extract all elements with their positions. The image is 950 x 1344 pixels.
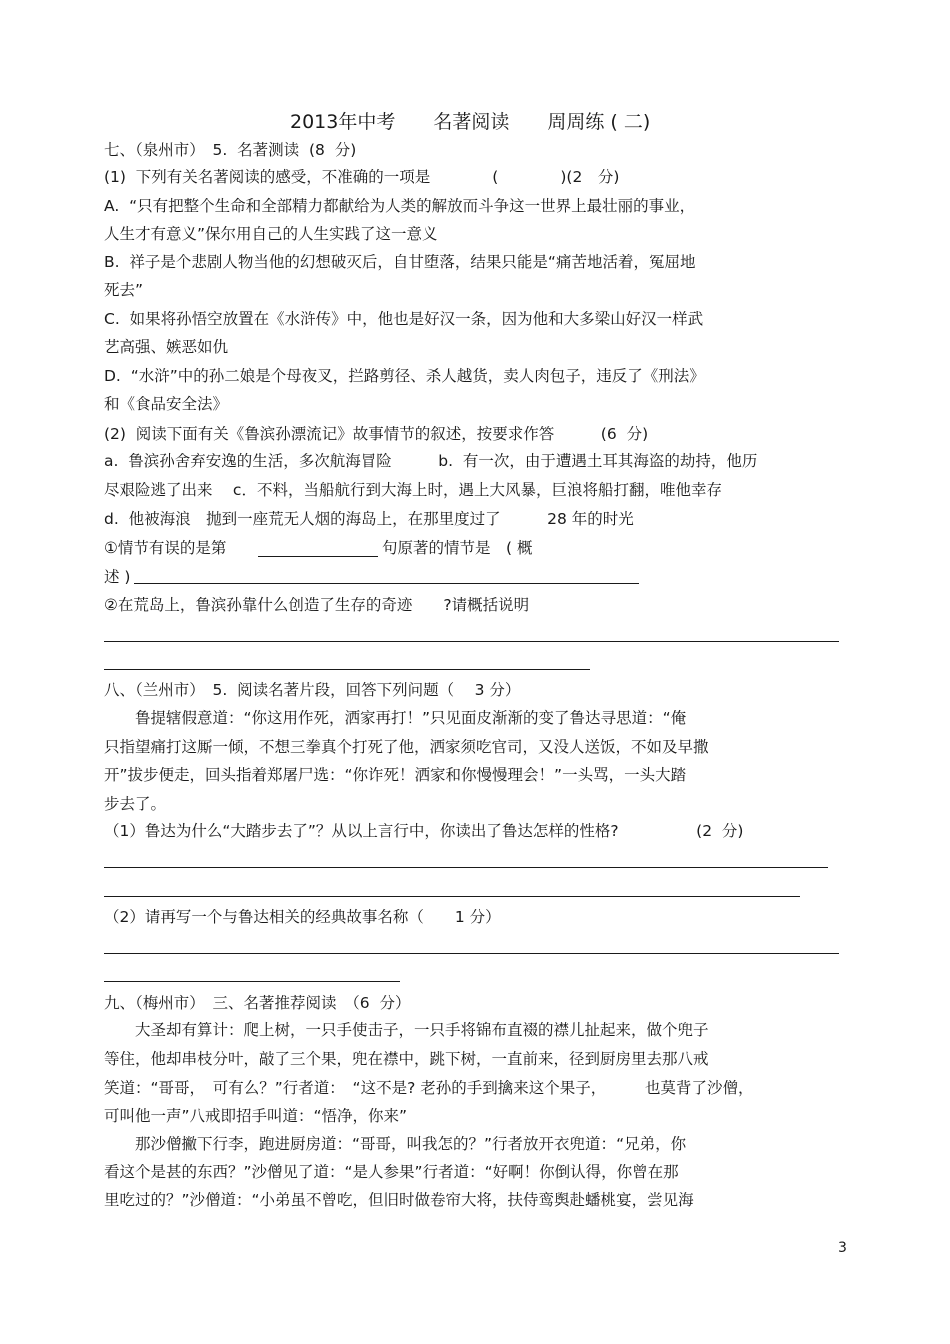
passage-line: 笑道：“哥哥， 可有么？”行者道： “这不是? 老孙的手到擒来这个果子， 也莫背了沙僧， bbox=[104, 1079, 754, 1097]
passage-line: 开”拔步便走，回头指着郑屠尸选：“你诈死！洒家和你慢慢理会！”一头骂，一头大踏 bbox=[104, 766, 687, 784]
answer-line[interactable] bbox=[134, 583, 639, 584]
plot-line2: 尽艰险逃了出来 c．不料，当船航行到大海上时，遇上大风暴，巨浪将船打翻，唯他幸存 bbox=[104, 481, 722, 499]
passage-line: 看这个是甚的东西？”沙僧见了道：“是人参果”行者道：“好啊！你倒认得，你曾在那 bbox=[104, 1163, 679, 1181]
passage-line: 里吃过的？”沙僧道：“小弟虽不曾吃，但旧时做卷帘大将，扶侍鸾舆赴蟠桃宴，尝见海 bbox=[104, 1191, 694, 1209]
section8-heading: 八、（兰州市） 5. 阅读名著片段，回答下列问题（ 3 分） bbox=[104, 681, 521, 699]
sub-question-1-continued: 句原著的情节是 ( 概 bbox=[382, 539, 533, 557]
page-title: 2013年中考 名著阅读 周周练 ( 二) bbox=[290, 111, 651, 133]
passage-line: 大圣却有算计：爬上树，一只手使击子，一只手将锦布直裰的襟儿扯起来，做个兜子 bbox=[104, 1021, 709, 1039]
answer-line[interactable] bbox=[104, 981, 400, 982]
option-d-line2: 和《食品安全法》 bbox=[104, 395, 229, 413]
page-number: 3 bbox=[838, 1240, 847, 1256]
question-2: （2）请再写一个与鲁达相关的经典故事名称（ 1 分） bbox=[104, 908, 501, 926]
answer-blank[interactable] bbox=[258, 556, 378, 557]
question-1: （1）鲁达为什么“大踏步去了”？从以上言行中，你读出了鲁达怎样的性格? (2 分) bbox=[104, 822, 744, 840]
passage-line: 步去了。 bbox=[104, 795, 167, 813]
plot-line1: a. 鲁滨孙舍弃安逸的生活，多次航海冒险 b. 有一次，由于遭遇土耳其海盗的劫持，他历 bbox=[104, 452, 758, 470]
option-c-line1: C. 如果将孙悟空放置在《水浒传》中，他也是好汉一条，因为他和大多梁山好汉一样武 bbox=[104, 310, 704, 328]
section7-heading: 七、（泉州市） 5. 名著测读 (8 分) bbox=[104, 141, 357, 159]
option-a-line1: A. “只有把整个生命和全部精力都献给为人类的解放而斗争这一世界上最壮丽的事业， bbox=[104, 197, 696, 215]
option-d-line1: D. “水浒”中的孙二娘是个母夜叉，拦路剪径、杀人越货，卖人肉包子，违反了《刑法》 bbox=[104, 367, 705, 385]
section9-heading: 九、（梅州市） 三、名著推荐阅读 （6 分） bbox=[104, 994, 411, 1012]
plot-line3: d. 他被海浪 抛到一座荒无人烟的海岛上，在那里度过了 28 年的时光 bbox=[104, 510, 634, 528]
answer-line[interactable] bbox=[104, 669, 590, 670]
passage-line: 等住，他却串枝分叶，敲了三个果，兜在襟中，跳下树，一直前来，径到厨房里去那八戒 bbox=[104, 1050, 709, 1068]
passage-line: 可叫他一声”八戒即招手叫道：“悟净，你来” bbox=[104, 1107, 408, 1125]
answer-line[interactable] bbox=[104, 953, 839, 954]
passage-line: 那沙僧撇下行李，跑进厨房道：“哥哥，叫我怎的？”行者放开衣兜道：“兄弟，你 bbox=[104, 1135, 687, 1153]
option-b-line1: B. 祥子是个悲剧人物当他的幻想破灭后，自甘堕落，结果只能是“痛苦地活着，冤屈地 bbox=[104, 253, 696, 271]
sub-question-1-label: ①情节有误的是第 bbox=[104, 539, 227, 557]
option-a-line2: 人生才有意义”保尔用自己的人生实践了这一意义 bbox=[104, 225, 438, 243]
answer-line[interactable] bbox=[104, 867, 828, 868]
option-c-line2: 艺高强、嫉恶如仇 bbox=[104, 338, 229, 356]
sub-question-2: ②在荒岛上，鲁滨孙靠什么创造了生存的奇迹 ?请概括说明 bbox=[104, 596, 530, 614]
passage-line: 只指望痛打这厮一倾，不想三拳真个打死了他，洒家须吃官司，又没人送饭，不如及早撒 bbox=[104, 738, 709, 756]
answer-line[interactable] bbox=[104, 896, 800, 897]
question-2: (2) 阅读下面有关《鲁滨孙漂流记》故事情节的叙述，按要求作答 (6 分) bbox=[104, 425, 649, 443]
answer-line[interactable] bbox=[104, 641, 839, 642]
passage-line: 鲁提辖假意道：“你这用作死，洒家再打！”只见面皮渐渐的变了鲁达寻思道：“俺 bbox=[104, 709, 687, 727]
sub-question-1-suffix: 述 ) bbox=[104, 568, 131, 586]
option-b-line2: 死去” bbox=[104, 281, 144, 299]
question-1: (1) 下列有关名著阅读的感受，不准确的一项是 ( )(2 分) bbox=[104, 168, 620, 186]
